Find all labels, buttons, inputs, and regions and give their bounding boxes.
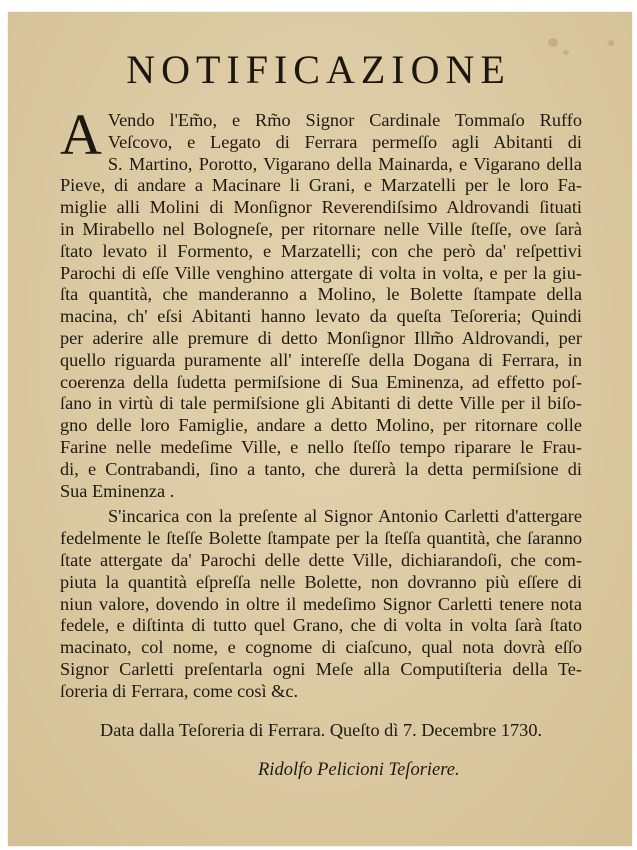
text-line: fedelmente le ſteſſe Bolette ſtampate per la ſteſſa quantità, che ſaranno	[60, 528, 582, 549]
text-line: per aderire alle premure di detto Monſignor Illm̃o Aldrovandi, per	[60, 327, 582, 348]
text-line: Sua Eminenza .	[60, 480, 175, 501]
text-line: Farine nelle medeſime Ville, e nello ſteſſo tempo riparare le Frau-	[60, 436, 582, 457]
text-line: miglie alli Molini di Monſignor Reverendiſsimo Aldrovandi ſituati	[60, 197, 582, 218]
document-title: NOTIFICAZIONE	[126, 47, 511, 92]
text-line: quello riguarda puramente all' intereſſe della Dogana di Ferrara, in	[60, 349, 582, 370]
text-line: niun valore, dovendo in oltre il medeſimo Signor Carletti tenere nota	[60, 593, 582, 614]
text-line: coerenza della ſudetta permiſsione di Sua Eminenza, ad effetto poſ-	[60, 371, 582, 392]
text-line: Pieve, di andare a Macinare li Grani, e Marzatelli per le loro Fa-	[60, 175, 582, 196]
date-line: Data dalla Teſoreria di Ferrara. Queſto dì 7. Decembre 1730.	[100, 720, 543, 740]
text-line: ſtate attergate da' Parochi delle dette Ville, dichiarandoſi, che com-	[60, 549, 582, 570]
text-line: ſoreria di Ferrara, come così &c.	[60, 680, 299, 701]
paragraph-2	[60, 506, 582, 702]
text-line: Vendo l'Em̃o, e Rm̃o Signor Cardinale Tommaſo Ruffo	[107, 110, 582, 130]
text-line: S'incarica con la preſente al Signor Antonio Carletti d'attergare	[108, 506, 582, 527]
text-line: piuta la quantità eſpreſſa nelle Bolette, non dovranno più eſſere di	[60, 571, 582, 592]
text-line: ſtato levato il Formento, e Marzatelli; con che però da' reſpettivi	[60, 240, 582, 261]
text-line: S. Martino, Porotto, Vigarano della Mainarda, e Vigarano della	[107, 153, 582, 174]
text-line: di, e Contrabandi, ſino a tanto, che durerà la detta permiſsione di	[60, 458, 582, 479]
drop-cap: A	[60, 102, 102, 167]
text-line: fedele, e diſtinta di tutto quel Grano, che di volta in volta ſarà ſtato	[60, 615, 582, 636]
text-line: ſano in virtù di tale permiſsione gli Abitanti di dette Ville per il biſo-	[60, 393, 582, 414]
document-body	[60, 102, 582, 703]
paragraph-1	[60, 102, 582, 502]
text-line: macina, ch' eſsi Abitanti hanno levato da queſta Teſoreria; Quindi	[60, 306, 582, 327]
text-line: Signor Carletti preſentarla ogni Meſe alla Computiſteria della Te-	[60, 658, 582, 679]
text-line: ſta quantità, che manderanno a Molino, le Bolette ſtampate della	[60, 284, 582, 305]
signature: Ridolfo Pelicioni Teſoriere.	[258, 760, 460, 780]
text-line: Veſcovo, e Legato di Ferrara permeſſo agli Abitanti di	[107, 131, 582, 152]
text-line: macinato, col nome, e cognome di ciaſcuno, qual nota dovrà eſſo	[60, 637, 582, 658]
text-line: in Mirabello nel Bologneſe, per ritornare nelle Ville ſteſſe, ove ſarà	[60, 218, 582, 239]
text-line: Parochi di eſſe Ville venghino attergate di volta in volta, e per la giu-	[60, 262, 582, 283]
text-line: gno delle loro Famiglie, andare a detto Molino, per ritornare colle	[60, 415, 582, 436]
